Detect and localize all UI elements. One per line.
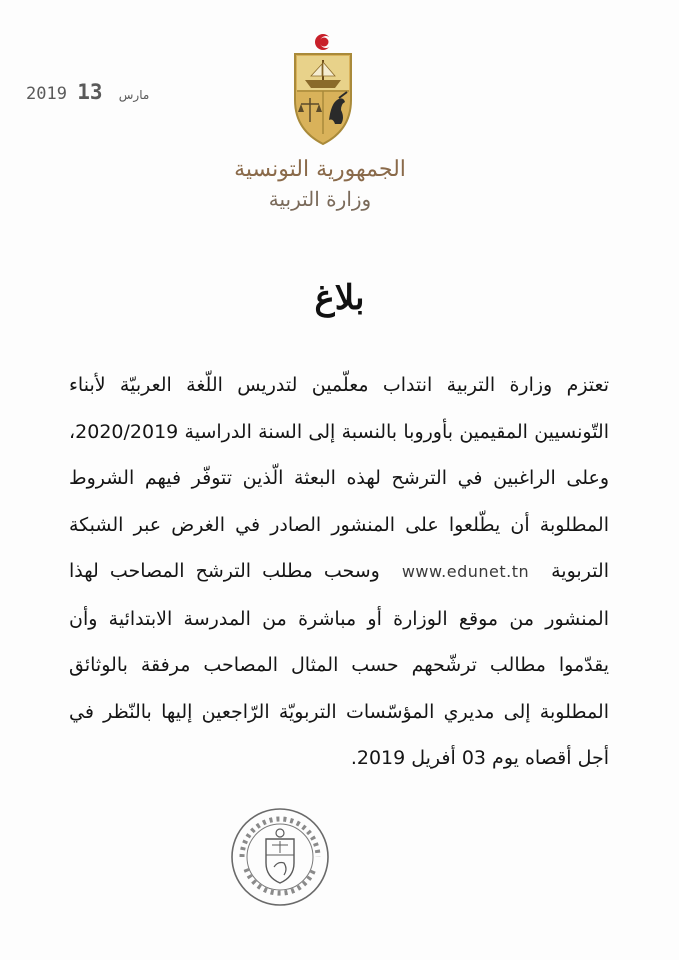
notice-text-part2: وسحب مطلب الترشح المصاحب لهذا المنشور من موقع الوزارة أو مباشرة من المدرسة الابتدائية وأن يقدّموا مطالب ترشّحهم حسب المثال المصاحب مرفقة بالوثائق المطلوبة إلى مديري المؤسّسات التربويّة الرّاجعين إليها بالنّظر في أجل أقصاه يوم 03 أفريل 2019. [69,560,609,769]
notice-text-part1: تعتزم وزارة التربية انتداب معلّمين لتدريس اللّغة العربيّة لأبناء التّونسيين المقيمين بأوروبا بالنسبة إلى السنة الدراسية 2020/2019، وعلى الراغبين في الترشح لهذه البعثة الّذين تتوفّر فيهم الشروط المطلوبة أن يطّلعوا على المنشور الصادر في الغرض عبر الشبكة التربوية [69,374,609,582]
ministry-name: وزارة التربية [268,187,372,211]
notice-body [69,362,609,782]
letterhead [200,155,440,213]
republic-name: الجمهورية التونسية [234,157,406,182]
date-stamp-day: 13 [77,80,103,104]
coat-of-arms-icon [283,30,363,148]
edunet-url: www.edunet.tn [401,562,530,581]
date-stamp [26,80,155,104]
ministry-seal-icon [228,805,332,909]
date-stamp-month: مارس [118,88,150,102]
notice-title: بلاغ [314,278,365,318]
date-stamp-year: 2019 [26,84,67,104]
